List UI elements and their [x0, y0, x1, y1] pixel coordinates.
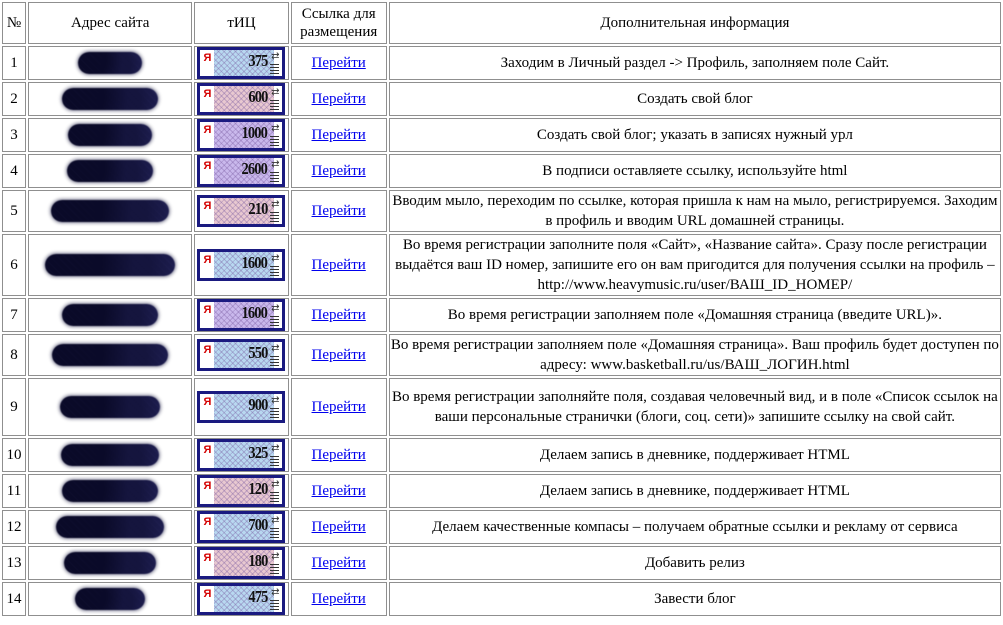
header-row [2, 2, 1001, 44]
row-number: 8 [2, 334, 26, 376]
site-address-cell [28, 546, 192, 580]
redacted-site-address [51, 200, 169, 222]
refresh-icon: ⇄ [271, 443, 280, 454]
site-address-cell [28, 438, 192, 472]
tic-value: 600 [248, 87, 268, 106]
refresh-icon: ⇄ [271, 51, 280, 62]
site-address-wrap [29, 344, 191, 366]
tic-value: 180 [248, 551, 268, 570]
redacted-site-address [45, 254, 175, 276]
table-row [2, 546, 1001, 580]
site-address-cell [28, 474, 192, 508]
tic-value: 325 [248, 443, 268, 462]
site-address-wrap [29, 516, 191, 538]
yandex-logo-icon: Я [203, 124, 212, 136]
tic-cell [194, 546, 288, 580]
row-number: 1 [2, 46, 26, 80]
refresh-icon: ⇄ [271, 123, 280, 134]
row-number: 7 [2, 298, 26, 332]
tic-value: 475 [248, 587, 268, 606]
info-cell: Делаем качественные компасы – получаем обратные ссылки и рекламу от сервиса [389, 510, 1001, 544]
go-link[interactable]: Перейти [311, 256, 366, 273]
info-cell: Во время регистрации заполняем поле «Домашняя страница». Ваш профиль будет доступен по адресу: www.basketball.ru/us/ВАШ_ЛОГИН.html [389, 334, 1001, 376]
site-address-cell [28, 190, 192, 232]
yandex-logo-icon: Я [203, 396, 212, 408]
header-tic: тИЦ [194, 2, 288, 44]
redacted-site-address [75, 588, 145, 610]
info-cell: Создать свой блог [389, 82, 1001, 116]
yandex-tic-badge[interactable] [197, 195, 285, 227]
info-cell: Завести блог [389, 582, 1001, 616]
go-link[interactable]: Перейти [311, 54, 366, 71]
site-address-cell [28, 154, 192, 188]
yandex-tic-badge[interactable] [197, 439, 285, 471]
table-row [2, 438, 1001, 472]
site-address-wrap [29, 396, 191, 418]
tic-cell [194, 334, 288, 376]
go-link[interactable]: Перейти [311, 162, 366, 179]
go-link[interactable]: Перейти [311, 482, 366, 499]
tic-value: 375 [248, 51, 268, 70]
info-cell: Вводим мыло, переходим по ссылке, которая пришла к нам на мыло, регистрируемся. Заходим в профиль и вводим URL домашней страницы. [389, 190, 1001, 232]
go-link[interactable]: Перейти [311, 590, 366, 607]
site-address-cell [28, 378, 192, 436]
yandex-tic-badge[interactable] [197, 475, 285, 507]
lines-icon [270, 100, 279, 110]
site-address-cell [28, 298, 192, 332]
link-cell [291, 474, 387, 508]
redacted-site-address [61, 444, 159, 466]
redacted-site-address [67, 160, 153, 182]
link-cell [291, 510, 387, 544]
table-body [2, 46, 1001, 616]
site-address-wrap [29, 88, 191, 110]
info-cell: Делаем запись в дневнике, поддерживает HTML [389, 474, 1001, 508]
tic-cell [194, 474, 288, 508]
yandex-logo-icon: Я [203, 254, 212, 266]
yandex-logo-icon: Я [203, 516, 212, 528]
site-address-wrap [29, 124, 191, 146]
tic-value: 2600 [241, 159, 268, 178]
row-number: 5 [2, 190, 26, 232]
link-cell [291, 234, 387, 296]
redacted-site-address [68, 124, 152, 146]
table-row [2, 234, 1001, 296]
table-row [2, 190, 1001, 232]
yandex-logo-icon: Я [203, 52, 212, 64]
tic-cell [194, 82, 288, 116]
tic-cell [194, 190, 288, 232]
site-address-wrap [29, 552, 191, 574]
go-link[interactable]: Перейти [311, 518, 366, 535]
tic-value: 550 [248, 343, 268, 362]
go-link[interactable]: Перейти [311, 446, 366, 463]
redacted-site-address [62, 304, 158, 326]
row-number: 2 [2, 82, 26, 116]
info-cell: Заходим в Личный раздел -> Профиль, заполняем поле Сайт. [389, 46, 1001, 80]
tic-value: 1600 [241, 303, 268, 322]
redacted-site-address [60, 396, 160, 418]
row-number: 3 [2, 118, 26, 152]
go-link[interactable]: Перейти [311, 126, 366, 143]
refresh-icon: ⇄ [271, 395, 280, 406]
yandex-logo-icon: Я [203, 344, 212, 356]
table-row [2, 474, 1001, 508]
header-link: Ссылка для размещения [291, 2, 387, 44]
row-number: 12 [2, 510, 26, 544]
site-address-cell [28, 334, 192, 376]
yandex-tic-badge[interactable] [197, 83, 285, 115]
info-cell: Делаем запись в дневнике, поддерживает HTML [389, 438, 1001, 472]
table-row [2, 82, 1001, 116]
yandex-logo-icon: Я [203, 552, 212, 564]
yandex-tic-badge[interactable] [197, 47, 285, 79]
link-cell [291, 154, 387, 188]
header-info: Дополнительная информация [389, 2, 1001, 44]
go-link[interactable]: Перейти [311, 554, 366, 571]
tic-cell [194, 298, 288, 332]
link-cell [291, 438, 387, 472]
yandex-tic-badge[interactable] [197, 511, 285, 543]
redacted-site-address [52, 344, 168, 366]
row-number: 6 [2, 234, 26, 296]
yandex-logo-icon: Я [203, 88, 212, 100]
redacted-site-address [78, 52, 142, 74]
tic-value: 700 [248, 515, 268, 534]
link-cell [291, 190, 387, 232]
lines-icon [270, 528, 279, 538]
lines-icon [270, 492, 279, 502]
yandex-logo-icon: Я [203, 160, 212, 172]
lines-icon [270, 212, 279, 222]
redacted-site-address [62, 88, 158, 110]
info-cell: Во время регистрации заполняем поле «Домашняя страница (введите URL)». [389, 298, 1001, 332]
row-number: 4 [2, 154, 26, 188]
tic-value: 1600 [241, 253, 268, 272]
yandex-tic-badge[interactable] [197, 155, 285, 187]
lines-icon [270, 600, 279, 610]
header-num: № [2, 2, 26, 44]
refresh-icon: ⇄ [271, 479, 280, 490]
refresh-icon: ⇄ [271, 159, 280, 170]
table-row [2, 510, 1001, 544]
lines-icon [270, 64, 279, 74]
redacted-site-address [62, 480, 158, 502]
lines-icon [270, 456, 279, 466]
refresh-icon: ⇄ [271, 587, 280, 598]
refresh-icon: ⇄ [271, 551, 280, 562]
lines-icon [270, 136, 279, 146]
link-cell [291, 298, 387, 332]
yandex-logo-icon: Я [203, 480, 212, 492]
yandex-tic-badge[interactable] [197, 547, 285, 579]
tic-value: 210 [248, 199, 268, 218]
link-cell [291, 118, 387, 152]
link-cell [291, 546, 387, 580]
table-row [2, 46, 1001, 80]
go-link[interactable]: Перейти [311, 306, 366, 323]
go-link[interactable]: Перейти [311, 398, 366, 415]
table-row [2, 334, 1001, 376]
tic-value: 120 [248, 479, 268, 498]
lines-icon [270, 564, 279, 574]
header-site: Адрес сайта [28, 2, 192, 44]
yandex-logo-icon: Я [203, 304, 212, 316]
yandex-tic-badge[interactable] [197, 339, 285, 371]
tic-value: 1000 [241, 123, 268, 142]
site-address-cell [28, 82, 192, 116]
lines-icon [270, 408, 279, 418]
site-address-wrap [29, 480, 191, 502]
yandex-logo-icon: Я [203, 200, 212, 212]
tic-cell [194, 154, 288, 188]
row-number: 11 [2, 474, 26, 508]
info-cell: Во время регистрации заполняйте поля, создавая человечный вид, и в поле «Список ссылок на ваши персональные странички (блоги, соц. сети)» запишите ссылку на свой сайт. [389, 378, 1001, 436]
refresh-icon: ⇄ [271, 303, 280, 314]
refresh-icon: ⇄ [271, 87, 280, 98]
refresh-icon: ⇄ [271, 515, 280, 526]
row-number: 14 [2, 582, 26, 616]
go-link[interactable]: Перейти [311, 346, 366, 363]
site-address-wrap [29, 588, 191, 610]
link-cell [291, 82, 387, 116]
tic-value: 900 [248, 395, 268, 414]
lines-icon [270, 172, 279, 182]
table-row [2, 378, 1001, 436]
link-cell [291, 334, 387, 376]
link-cell [291, 378, 387, 436]
site-address-cell [28, 234, 192, 296]
tic-cell [194, 118, 288, 152]
lines-icon [270, 266, 279, 276]
row-number: 13 [2, 546, 26, 580]
link-cell [291, 46, 387, 80]
table-row [2, 582, 1001, 616]
site-address-cell [28, 46, 192, 80]
yandex-tic-badge[interactable] [197, 391, 285, 423]
site-address-cell [28, 582, 192, 616]
row-number: 9 [2, 378, 26, 436]
redacted-site-address [56, 516, 164, 538]
link-cell [291, 582, 387, 616]
go-link[interactable]: Перейти [311, 202, 366, 219]
site-address-wrap [29, 160, 191, 182]
yandex-logo-icon: Я [203, 588, 212, 600]
site-address-wrap [29, 52, 191, 74]
site-address-wrap [29, 444, 191, 466]
lines-icon [270, 356, 279, 366]
table-row [2, 154, 1001, 188]
refresh-icon: ⇄ [271, 199, 280, 210]
table-row [2, 298, 1001, 332]
site-address-cell [28, 510, 192, 544]
yandex-tic-badge[interactable] [197, 119, 285, 151]
site-address-wrap [29, 200, 191, 222]
info-cell: Добавить релиз [389, 546, 1001, 580]
go-link[interactable]: Перейти [311, 90, 366, 107]
info-cell: В подписи оставляете ссылку, используйте html [389, 154, 1001, 188]
tic-cell [194, 438, 288, 472]
yandex-logo-icon: Я [203, 444, 212, 456]
site-address-wrap [29, 254, 191, 276]
site-address-wrap [29, 304, 191, 326]
tic-cell [194, 510, 288, 544]
tic-cell [194, 46, 288, 80]
yandex-tic-badge[interactable] [197, 299, 285, 331]
redacted-site-address [64, 552, 156, 574]
tic-cell [194, 582, 288, 616]
refresh-icon: ⇄ [271, 343, 280, 354]
tic-cell [194, 234, 288, 296]
refresh-icon: ⇄ [271, 253, 280, 264]
site-address-cell [28, 118, 192, 152]
info-cell: Во время регистрации заполните поля «Сайт», «Название сайта». Сразу после регистрации выдаётся ваш ID номер, запишите его он вам пригодится для получения ссылки на профиль – http://www.heavymusic.ru/user/ВАШ_ID_НОМЕР/ [389, 234, 1001, 296]
yandex-tic-badge[interactable] [197, 583, 285, 615]
lines-icon [270, 316, 279, 326]
tic-cell [194, 378, 288, 436]
info-cell: Создать свой блог; указать в записях нужный урл [389, 118, 1001, 152]
table-row [2, 118, 1001, 152]
yandex-tic-badge[interactable] [197, 249, 285, 281]
row-number: 10 [2, 438, 26, 472]
